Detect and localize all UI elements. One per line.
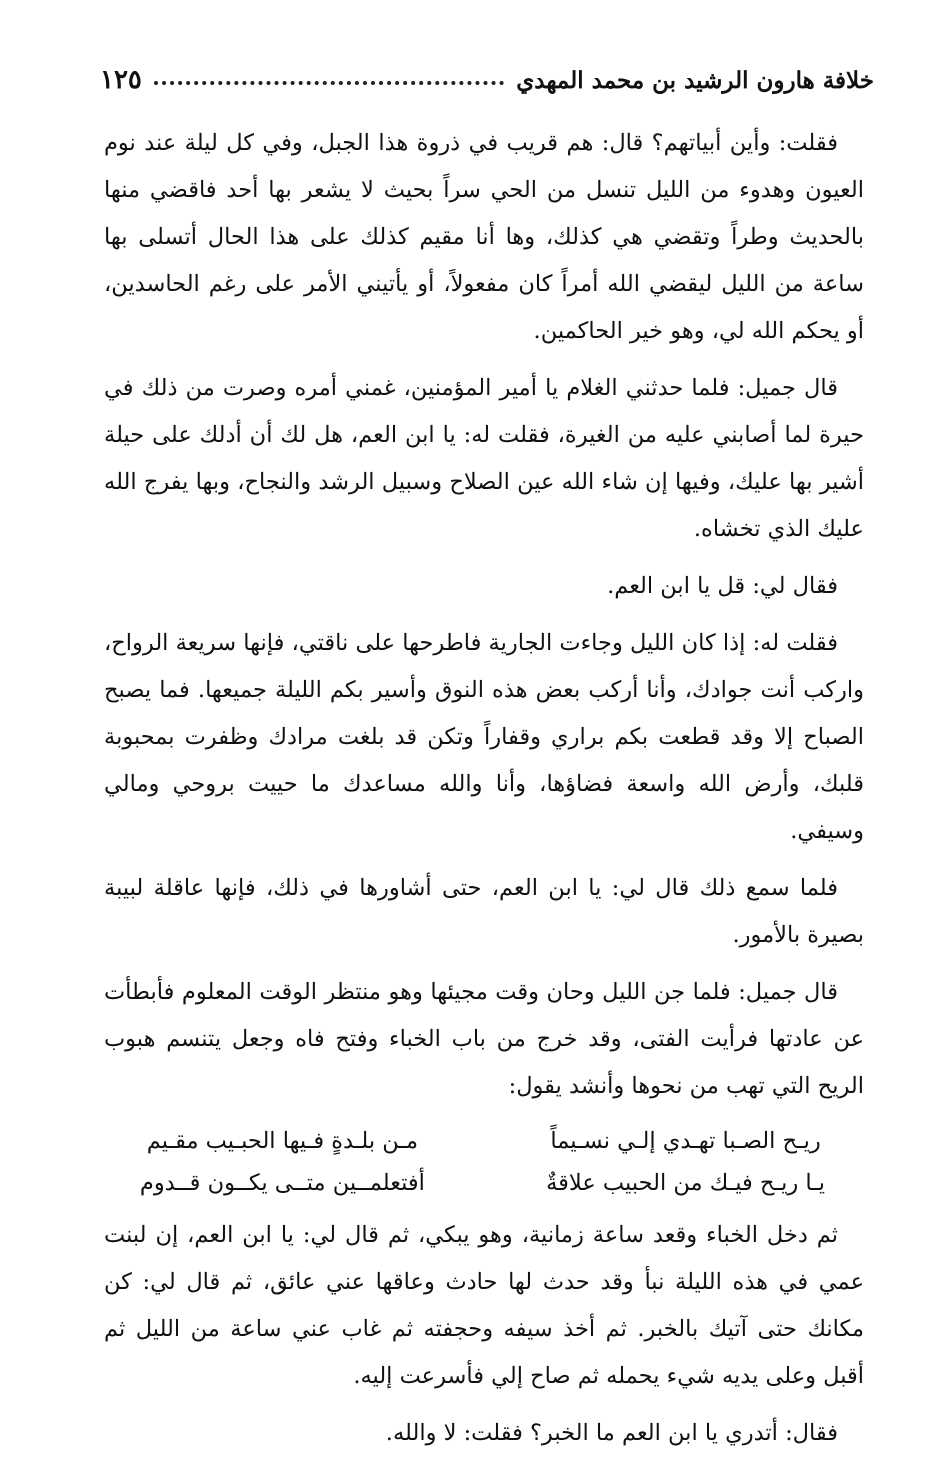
hemistich-second: مـن بلـدةٍ فـيها الحبـيب مقـيم [146, 1128, 419, 1154]
running-header [100, 60, 874, 100]
hemistich-first: يـا ريـح فيـك من الحبيب علاقةٌ [546, 1170, 826, 1196]
paragraph: فقلت له: إذا كان الليل وجاءت الجارية فاطرحها على ناقتي، فإنها سريعة الرواح، واركب أنت جوادك، وأنا أركب بعض هذه النوق وأسير بكم الليلة جميعها. فما يصبح الصباح إلا وقد قطعت بكم براري وقفاراً وتكن قد بلغت مرادك وظفرت بمحبوبة قلبك، وأرض الله واسعة فضاؤها، وأنا والله مساعدك ما حييت بروحي ومالي وسيفي. [104, 630, 864, 844]
paragraph: قال جميل: فلما جن الليل وحان وقت مجيئها وهو منتظر الوقت المعلوم فأبطأت عن عادتها فرأيت الفتى، وقد خرج من باب الخباء وفتح فاه وجعل يتنسم هبوب الريح التي تهب من نحوها وأنشد يقول: [104, 979, 864, 1099]
page-number: ١٢٥ [100, 65, 142, 95]
page-body [104, 120, 864, 1467]
paragraph: فقلت: وأين أبياتهم؟ قال: هم قريب في ذروة هذا الجبل، وفي كل ليلة عند نوم العيون وهدوء من الليل تنسل من الحي سراً بحيث لا يشعر بها أحد فاقضي منها بالحديث وطراً وتقضي هي كذلك، وها أنا مقيم كذلك على هذا الحال أتسلى بها ساعة من الليل ليقضي الله أمراً كان مفعولاً، أو يأتيني الأمر على رغم الحاسدين، أو يحكم الله لي، وهو خير الحاكمين. [104, 130, 864, 344]
header-dot-leader [154, 81, 504, 85]
paragraph: فقال لي: قل يا ابن العم. [607, 573, 838, 599]
hemistich-second: أفتعلمــين متــى يكــون قــدوم [139, 1170, 425, 1196]
paragraph: فلما سمع ذلك قال لي: يا ابن العم، حتى أشاورها في ذلك، فإنها عاقلة لبيبة بصيرة بالأمور. [104, 875, 864, 948]
paragraph: فقال: أتدري يا ابن العم ما الخبر؟ فقلت: لا والله. [385, 1420, 838, 1446]
hemistich-first: ريـح الصـبا تهـدي إلـي نسـيماً [550, 1128, 821, 1154]
poem-verse [124, 1162, 844, 1204]
poem-verse [124, 1120, 844, 1162]
header-title: خلافة هارون الرشيد بن محمد المهدي [516, 66, 874, 94]
paragraph: قال جميل: فلما حدثني الغلام يا أمير المؤمنين، غمني أمره وصرت من ذلك في حيرة لما أصابني عليه من الغيرة، فقلت له: يا ابن العم، هل لك أن أدلك على حيلة أشير بها عليك، وفيها إن شاء الله عين الصلاح وسبيل الرشد والنجاح، وبها يفرج الله عليك الذي تخشاه. [104, 375, 864, 542]
poem [124, 1120, 844, 1204]
paragraph: ثم دخل الخباء وقعد ساعة زمانية، وهو يبكي، ثم قال لي: يا ابن العم، إن لبنت عمي في هذه الليلة نبأ وقد حدث لها حادث وعاقها عني عائق، ثم قال لي: كن مكانك حتى آتيك بالخبر. ثم أخذ سيفه وحجفته ثم غاب عني ساعة من الليل ثم أقبل وعلى يديه شيء يحمله ثم صاح إلي فأسرعت إليه. [104, 1222, 864, 1389]
